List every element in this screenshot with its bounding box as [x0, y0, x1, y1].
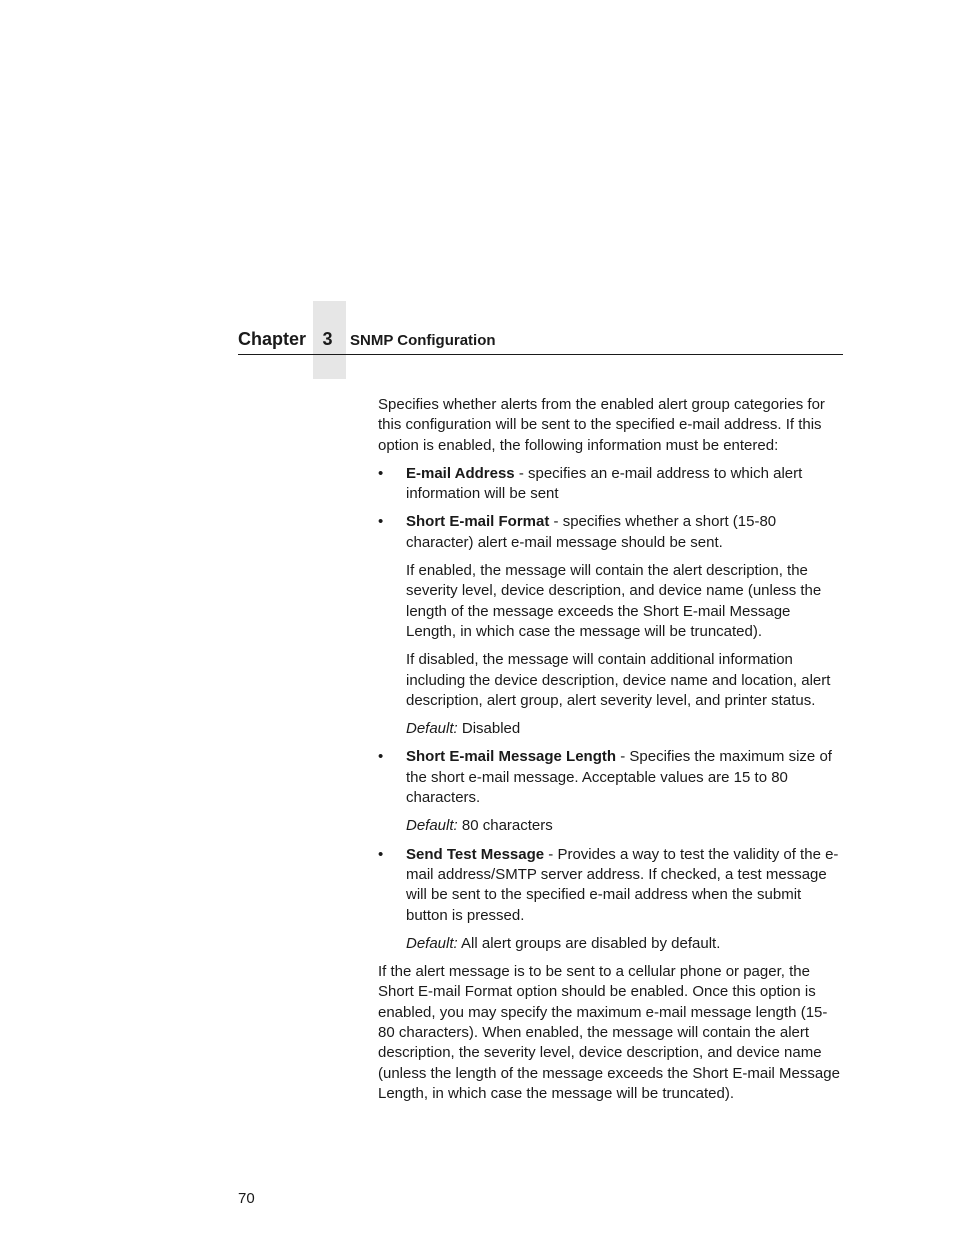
bullet: • — [378, 513, 384, 531]
disabled-paragraph: If disabled, the message will contain additional information including the device description, device name and location, alert description, alert group, alert severity level, and printer status. — [406, 651, 831, 709]
chapter-label: Chapter — [238, 329, 307, 349]
list-item-short-email-message-length — [378, 747, 844, 808]
default-label: Default: — [406, 817, 458, 835]
default-line — [406, 934, 844, 954]
body-text — [378, 395, 844, 1112]
default-value: 80 characters — [457, 817, 553, 835]
list-item-send-test-message — [378, 845, 844, 926]
term-send-test-message: Send Test Message — [406, 845, 545, 863]
list-item-short-email-format — [378, 512, 844, 553]
default-value: Disabled — [457, 720, 521, 738]
default-label: Default: — [406, 720, 458, 738]
bullet: • — [378, 845, 384, 863]
enabled-paragraph: If enabled, the message will contain the alert description, the severity level, device description, and device name (unless the length of the message exceeds the Short E-mail Message Length, in which case the message will be truncated). — [406, 562, 822, 640]
desc-send-test-message: - Provides a way to test the validity of the e-mail address/SMTP server address. If checked, a test message will be sent to the specified e-mail address when the submit button is pressed. — [406, 845, 839, 924]
desc-short-email-message-length: - Specifies the maximum size of the short e-mail message. Acceptable values are 15 to 80 characters. — [406, 748, 832, 807]
intro-paragraph: Specifies whether alerts from the enabled alert group categories for this configuration will be sent to the specified e-mail address. If this option is enabled, the following information must be entered: — [378, 396, 825, 454]
chapter-number: 3 — [322, 329, 333, 349]
term-short-email-format: Short E-mail Format — [406, 513, 550, 531]
chapter-title: SNMP Configuration — [350, 332, 496, 349]
bullet: • — [378, 464, 384, 482]
closing-paragraph: If the alert message is to be sent to a cellular phone or pager, the Short E-mail Format option should be enabled. Once this option is enabled, you may specify the maximum e-mail message length (15-80 characters). When enabled, the message will contain the alert description, the severity level, device description, and device name (unless the length of the message exceeds the Short E-mail Message Length, in which case the message will be truncated). — [378, 963, 840, 1102]
term-short-email-message-length: Short E-mail Message Length — [406, 748, 617, 766]
term-email-address: E-mail Address — [406, 464, 515, 482]
list-item-email-address — [378, 464, 844, 505]
default-line — [406, 719, 844, 739]
header-rule — [238, 354, 843, 355]
default-label: Default: — [406, 934, 458, 952]
bullet: • — [378, 748, 384, 766]
desc-short-email-format: - specifies whether a short (15-80 character) alert e-mail message should be sent. — [406, 513, 777, 551]
default-value: All alert groups are disabled by default. — [457, 934, 721, 952]
desc-email-address: - specifies an e-mail address to which alert information will be sent — [406, 464, 803, 503]
page-number: 70 — [238, 1190, 255, 1207]
default-line — [406, 816, 844, 836]
